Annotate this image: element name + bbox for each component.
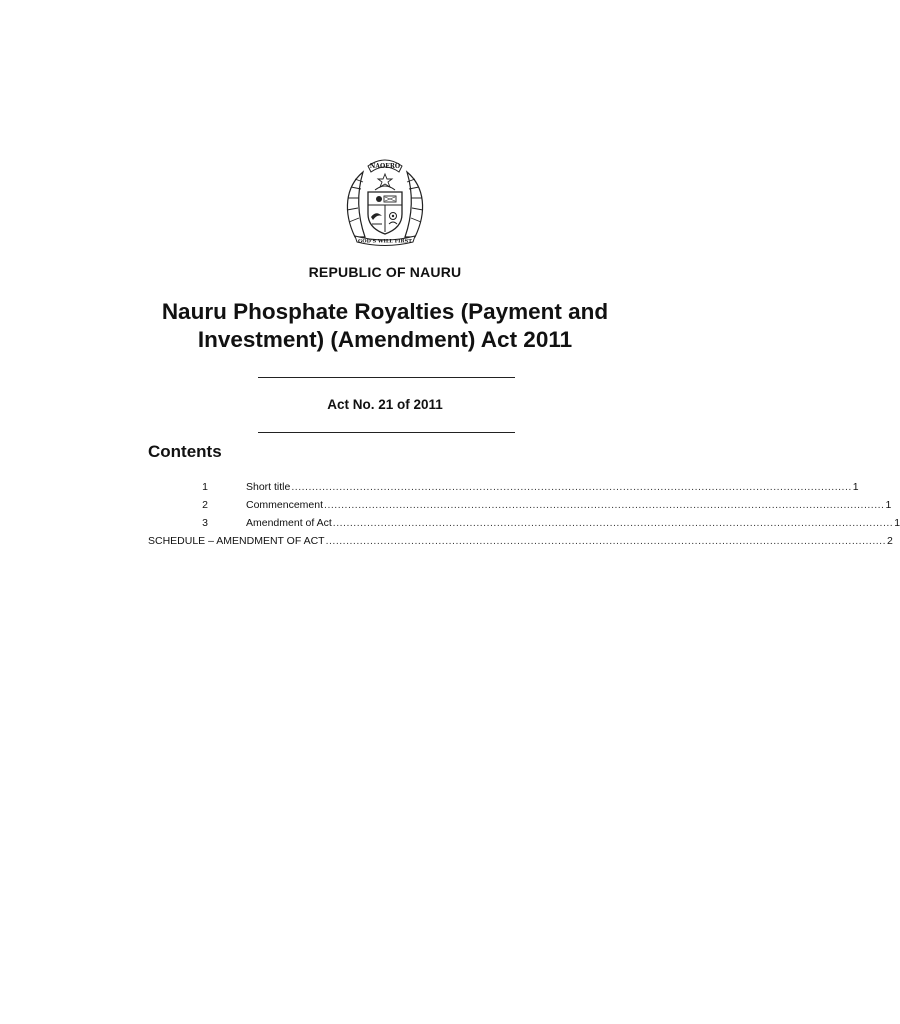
toc-entry-page: 1 bbox=[852, 481, 859, 493]
toc-leader-dots: .................................................................................................................................................................... bbox=[324, 499, 885, 511]
svg-text:NAOERO: NAOERO bbox=[369, 163, 401, 170]
toc-entry-page: 1 bbox=[894, 517, 900, 529]
toc-entry-number: 2 bbox=[202, 499, 208, 511]
toc-leader-dots: .................................................................................................................................................................... bbox=[332, 517, 894, 529]
toc-entry-page: 1 bbox=[885, 499, 892, 511]
table-of-contents bbox=[148, 481, 900, 553]
toc-entry-short-title[interactable] bbox=[148, 481, 859, 499]
toc-leader-dots: .................................................................................................................................................................... bbox=[291, 481, 852, 493]
toc-entry-number: 1 bbox=[202, 481, 208, 493]
divider-top bbox=[258, 377, 515, 378]
toc-entry-page: 2 bbox=[887, 535, 893, 547]
svg-text:GOD'S WILL FIRST: GOD'S WILL FIRST bbox=[358, 238, 412, 245]
act-number: Act No. 21 of 2011 bbox=[327, 397, 443, 412]
toc-entry-label: Amendment of Act bbox=[246, 517, 332, 529]
toc-entry-amendment-of-act[interactable] bbox=[148, 517, 900, 535]
act-title bbox=[100, 298, 670, 354]
toc-entry-label: Short title bbox=[246, 481, 291, 493]
coat-of-arms-icon bbox=[335, 152, 435, 247]
toc-entry-number: 3 bbox=[202, 517, 208, 529]
toc-entry-commencement[interactable] bbox=[148, 499, 892, 517]
toc-entry-label: Commencement bbox=[246, 499, 324, 511]
toc-leader-dots: .................................................................................................................................................................... bbox=[325, 535, 887, 547]
contents-heading: Contents bbox=[148, 442, 222, 461]
act-title-line-2: Investment) (Amendment) Act 2011 bbox=[197, 327, 573, 352]
divider-bottom bbox=[258, 432, 515, 433]
toc-entry-label: SCHEDULE – AMENDMENT OF ACT bbox=[148, 535, 325, 547]
act-title-line-1: Nauru Phosphate Royalties (Payment and bbox=[161, 299, 609, 324]
toc-entry-schedule[interactable] bbox=[148, 535, 893, 553]
jurisdiction-heading: REPUBLIC OF NAURU bbox=[308, 264, 462, 280]
